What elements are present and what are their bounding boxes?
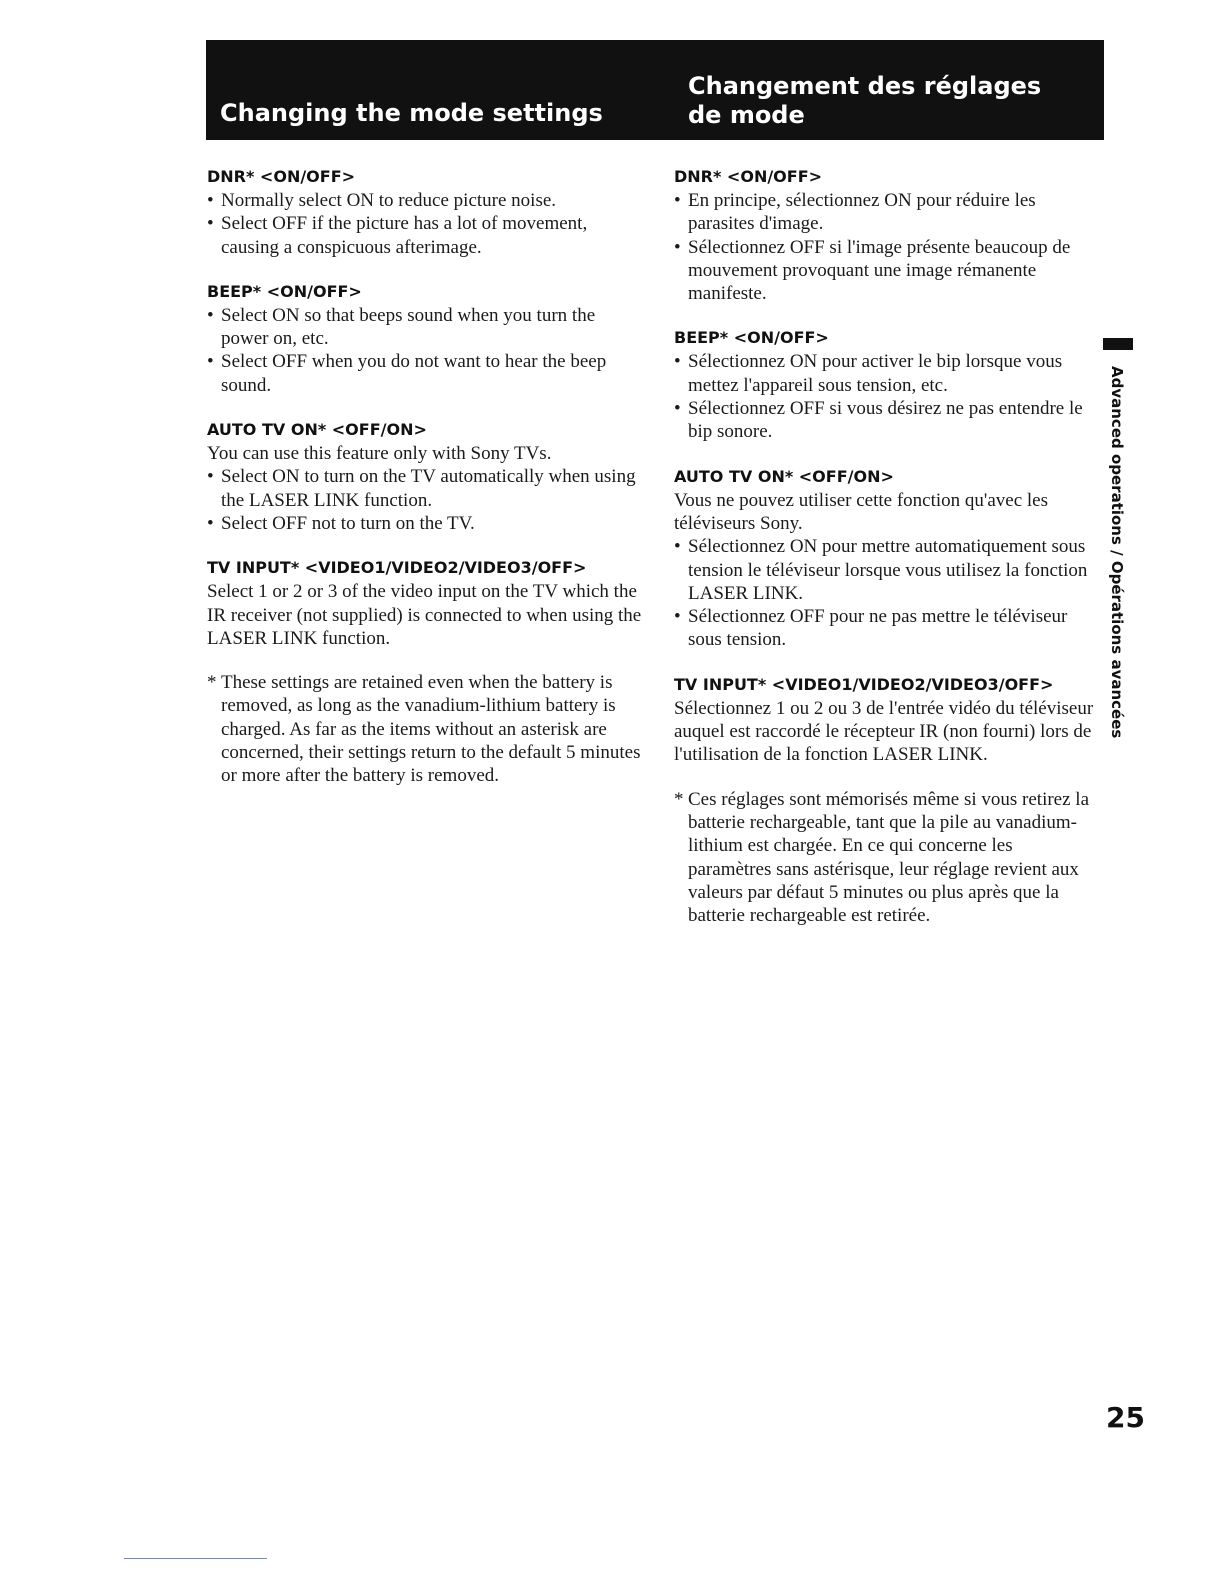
- side-section-label: Advanced operations / Opérations avancées: [1108, 366, 1126, 739]
- french-column: [674, 165, 1094, 927]
- footnote: [674, 788, 1094, 928]
- section-auto-tv-on: [207, 418, 647, 535]
- bullet-item: • En principe, sélectionnez ON pour réduire les parasites d'image.: [674, 189, 1094, 236]
- section-heading: DNR* <ON/OFF>: [674, 167, 823, 186]
- bullet-list: [674, 350, 1094, 443]
- footnote: [207, 671, 647, 787]
- section-intro: Vous ne pouvez utiliser cette fonction qu'avec les téléviseurs Sony.: [674, 489, 1048, 534]
- section-heading: AUTO TV ON* <OFF/ON>: [674, 466, 894, 486]
- bullet-list: [207, 189, 647, 259]
- section-heading: DNR* <ON/OFF>: [207, 167, 356, 186]
- asterisk-mark: *: [674, 788, 684, 810]
- section-intro: Sélectionnez 1 ou 2 ou 3 de l'entrée vidéo du téléviseur auquel est raccordé le récepteur IR (non fourni) lors de l'utilisation de la fonction LASER LINK.: [674, 697, 1094, 766]
- section-beep: [674, 326, 1094, 443]
- bullet-list: [674, 535, 1094, 651]
- bullet-item: • Select OFF not to turn on the TV.: [207, 512, 647, 535]
- bullet-item: • Sélectionnez OFF pour ne pas mettre le téléviseur sous tension.: [674, 605, 1094, 652]
- english-column: [207, 165, 647, 788]
- bullet-list: [207, 465, 647, 535]
- bullet-item: • Sélectionnez OFF si l'image présente beaucoup de mouvement provoquant une image rémanente manifeste.: [674, 236, 1094, 306]
- section-heading: BEEP* <ON/OFF>: [674, 328, 829, 348]
- bottom-rule: [124, 1558, 267, 1559]
- section-tv-input: [207, 556, 647, 650]
- bullet-item: • Normally select ON to reduce picture noise.: [207, 189, 647, 212]
- bullet-item: • Select ON to turn on the TV automatically when using the LASER LINK function.: [207, 465, 647, 512]
- page-number: 25: [1106, 1401, 1145, 1434]
- asterisk-mark: *: [207, 672, 217, 694]
- side-tab-marker: [1103, 338, 1133, 350]
- section-dnr: [674, 165, 1094, 305]
- section-heading: BEEP* <ON/OFF>: [207, 281, 362, 301]
- section-intro: Select 1 or 2 or 3 of the video input on the TV which the IR receiver (not supplied) is connected to when using the LASER LINK function.: [207, 581, 642, 649]
- title-english: Changing the mode settings: [220, 99, 603, 127]
- section-heading: TV INPUT* <VIDEO1/VIDEO2/VIDEO3/OFF>: [207, 558, 587, 578]
- bullet-item: • Select ON so that beeps sound when you turn the power on, etc.: [207, 304, 647, 351]
- bullet-item: • Sélectionnez ON pour mettre automatiquement sous tension le téléviseur lorsque vous utilisez la fonction LASER LINK.: [674, 535, 1094, 605]
- section-heading: AUTO TV ON* <OFF/ON>: [207, 420, 427, 440]
- footnote-text: These settings are retained even when the battery is removed, as long as the vanadium-lithium battery is charged. As far as the items without an asterisk are concerned, their settings return to the default 5 minutes or more after the battery is removed.: [221, 672, 641, 787]
- title-french: Changement des réglages de mode: [688, 72, 1042, 129]
- section-intro: You can use this feature only with Sony TVs.: [207, 443, 552, 465]
- bullet-item: • Select OFF if the picture has a lot of movement, causing a conspicuous afterimage.: [207, 212, 647, 259]
- section-beep: [207, 280, 647, 397]
- section-auto-tv-on: [674, 465, 1094, 652]
- bullet-item: • Select OFF when you do not want to hear the beep sound.: [207, 350, 647, 397]
- section-tv-input: [674, 673, 1094, 767]
- section-dnr: [207, 165, 647, 259]
- bullet-list: [207, 304, 647, 397]
- bullet-list: [674, 189, 1094, 305]
- bullet-item: • Sélectionnez OFF si vous désirez ne pas entendre le bip sonore.: [674, 397, 1094, 444]
- section-heading: TV INPUT* <VIDEO1/VIDEO2/VIDEO3/OFF>: [674, 674, 1054, 694]
- footnote-text: Ces réglages sont mémorisés même si vous retirez la batterie rechargeable, tant que la pile au vanadium-lithium est chargée. En ce qui concerne les paramètres sans astérisque, leur réglage revient aux valeurs par défaut 5 minutes ou plus après que la batterie rechargeable est retirée.: [688, 788, 1090, 927]
- bullet-item: • Sélectionnez ON pour activer le bip lorsque vous mettez l'appareil sous tension, etc.: [674, 350, 1094, 397]
